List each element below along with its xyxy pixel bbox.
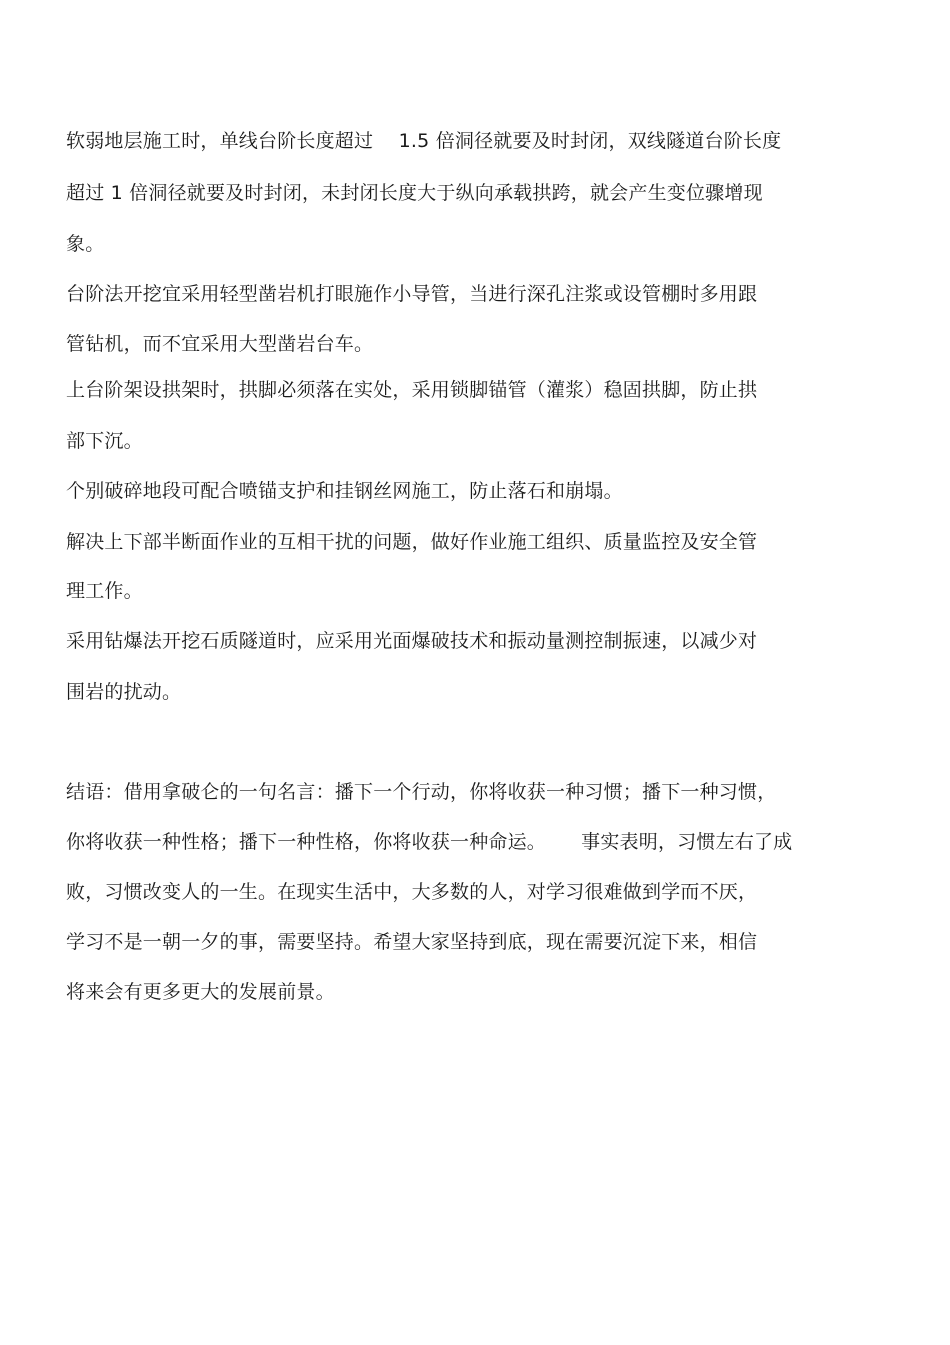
- paragraph-1-line-2: 超过 1 倍洞径就要及时封闭，未封闭长度大于纵向承载拱跨，就会产生变位骤增现: [66, 182, 763, 204]
- paragraph-3-line-1: 上台阶架设拱架时，拱脚必须落在实处，采用锁脚锚管（灌浆）稳固拱脚，防止拱: [66, 379, 758, 401]
- paragraph-5-line-1: 解决上下部半断面作业的互相干扰的问题，做好作业施工组织、质量监控及安全管: [66, 531, 758, 553]
- paragraph-2-line-1: 台阶法开挖宜采用轻型凿岩机打眼施作小导管，当进行深孔注浆或设管棚时多用跟: [66, 283, 758, 305]
- conclusion-line-5: 将来会有更多更大的发展前景。: [66, 981, 335, 1003]
- conclusion-line-4: 学习不是一朝一夕的事，需要坚持。希望大家坚持到底，现在需要沉淀下来，相信: [66, 931, 758, 953]
- paragraph-2-line-2: 管钻机，而不宜采用大型凿岩台车。: [66, 333, 374, 355]
- paragraph-1-line-1: 软弱地层施工时，单线台阶长度超过 1.5 倍洞径就要及时封闭，双线隧道台阶长度: [66, 130, 782, 152]
- paragraph-6-line-1: 采用钻爆法开挖石质隧道时，应采用光面爆破技术和振动量测控制振速，以减少对: [66, 630, 758, 652]
- paragraph-5-line-2: 理工作。: [66, 580, 143, 602]
- paragraph-1-line-3: 象。: [66, 233, 105, 255]
- conclusion-line-3: 败，习惯改变人的一生。在现实生活中，大多数的人，对学习很难做到学而不厌，: [66, 881, 758, 903]
- conclusion-line-1: 结语：借用拿破仑的一句名言：播下一个行动，你将收获一种习惯；播下一种习惯，: [66, 781, 777, 803]
- paragraph-4-line-1: 个别破碎地段可配合喷锚支护和挂钢丝网施工，防止落石和崩塌。: [66, 480, 623, 502]
- paragraph-3-line-2: 部下沉。: [66, 430, 143, 452]
- conclusion-line-2: 你将收获一种性格；播下一种性格，你将收获一种命运。 事实表明，习惯左右了成: [66, 831, 793, 853]
- paragraph-6-line-2: 围岩的扰动。: [66, 681, 182, 703]
